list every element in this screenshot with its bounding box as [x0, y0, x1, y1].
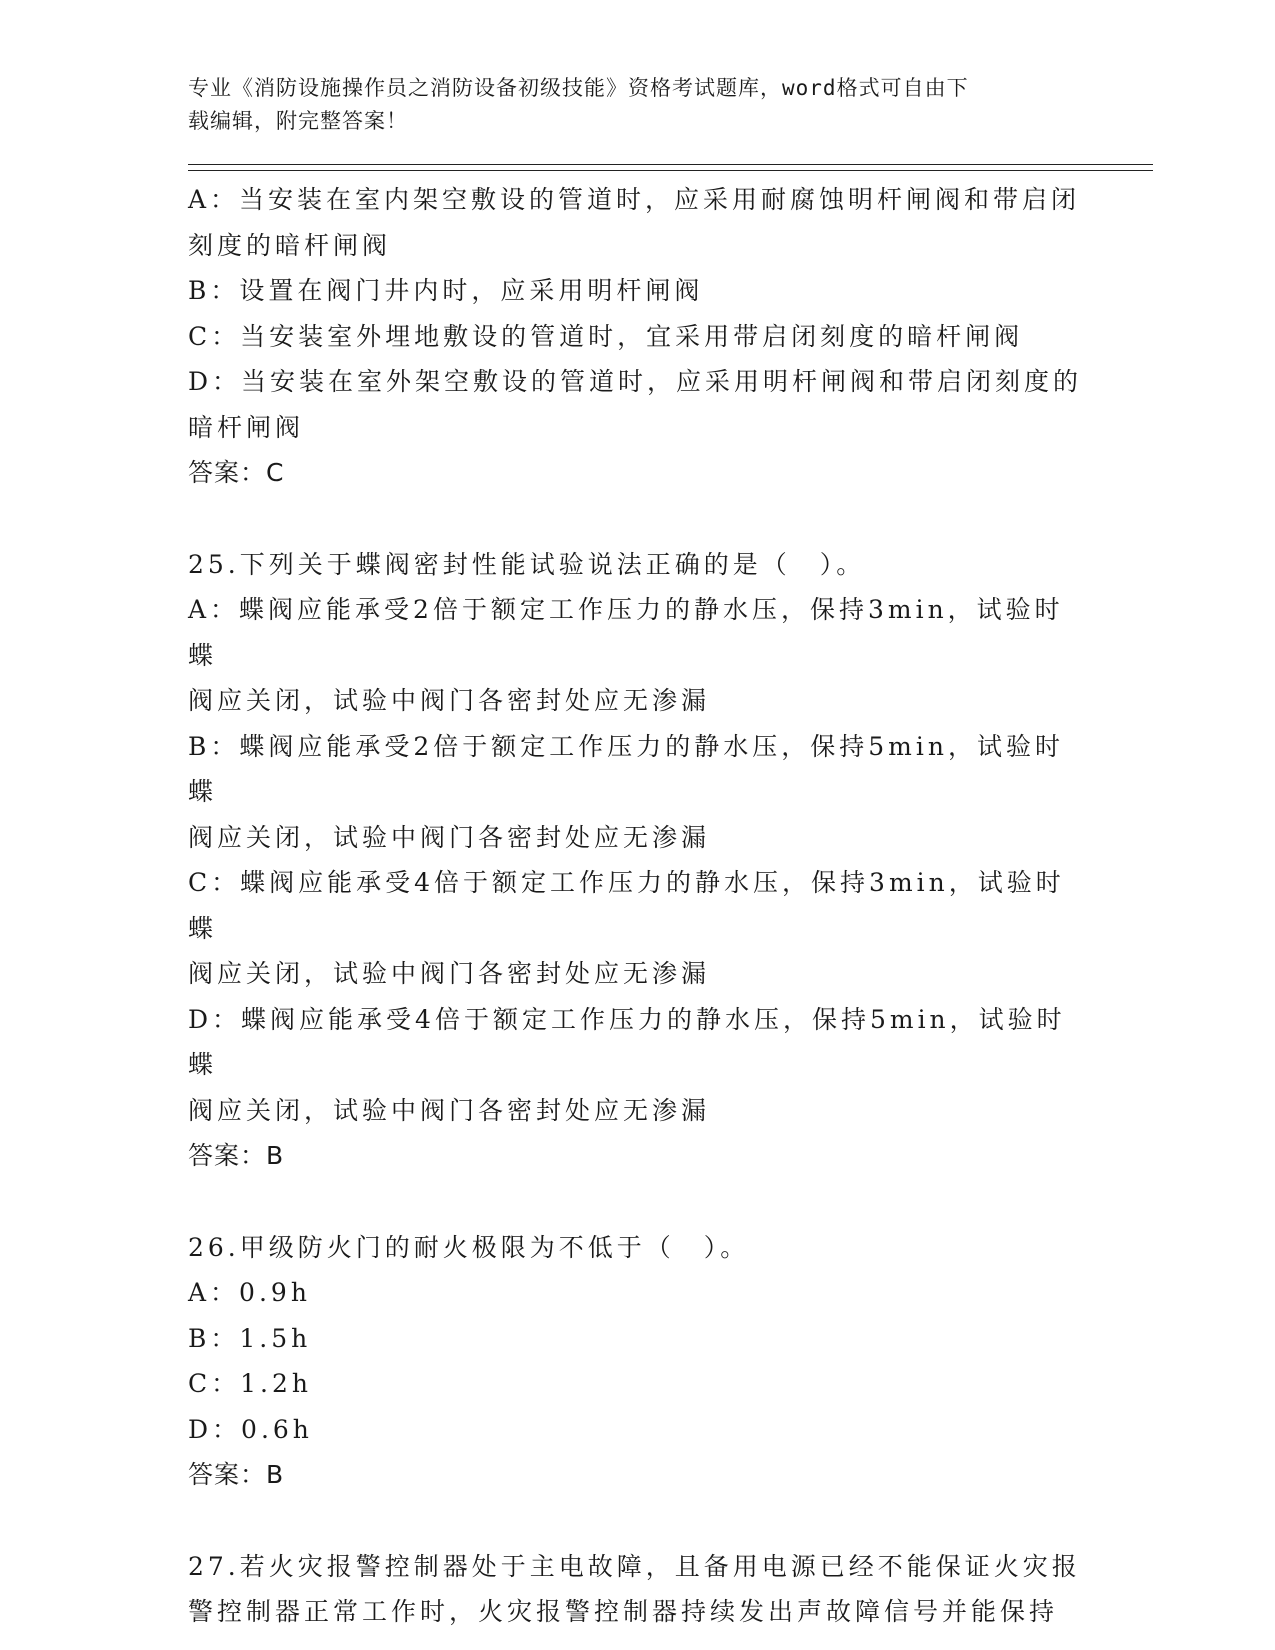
option-a: A：0.9h: [188, 1278, 311, 1307]
question-stem: 26.甲级防火门的耐火极限为不低于（ ）。: [188, 1232, 750, 1262]
header-line: 载编辑，附完整答案！: [188, 109, 408, 133]
option-d: D：0.6h: [188, 1414, 313, 1444]
option-a: A：当安装在室内架空敷设的管道时，应采用耐腐蚀明杆闸阀和带启闭: [188, 185, 1081, 214]
question-list: [188, 177, 1088, 1635]
document-page: [188, 72, 1153, 1635]
header-divider: [188, 164, 1153, 171]
answer: 答案：B: [188, 1141, 285, 1170]
option-c-continued: 阀应关闭，试验中阀门各密封处应无渗漏: [188, 959, 711, 988]
question-stem: 25.下列关于蝶阀密封性能试验说法正确的是（ ）。: [188, 549, 866, 579]
answer: 答案：C: [188, 458, 285, 487]
option-c: C：当安装室外埋地敷设的管道时，宜采用带启闭刻度的暗杆闸阀: [188, 321, 1024, 351]
option-c: C：1.2h: [188, 1369, 312, 1398]
option-b: B：设置在阀门井内时，应采用明杆闸阀: [188, 276, 704, 305]
option-c: C：蝶阀应能承受4倍于额定工作压力的静水压，保持3min，试验时蝶: [188, 868, 1065, 943]
option-a: A：蝶阀应能承受2倍于额定工作压力的静水压，保持3min，试验时蝶: [188, 595, 1064, 670]
question-27: [188, 1544, 1088, 1635]
option-b-continued: 阀应关闭，试验中阀门各密封处应无渗漏: [188, 822, 711, 852]
option-d: D：蝶阀应能承受4倍于额定工作压力的静水压，保持5min，试验时蝶: [188, 1004, 1066, 1079]
option-d-continued: 暗杆闸阀: [188, 412, 305, 442]
answer: 答案：B: [188, 1460, 285, 1489]
header-line: 专业《消防设施操作员之消防设备初级技能》资格考试题库，word格式可自由下: [188, 76, 969, 100]
option-d: D：当安装在室外架空敷设的管道时，应采用明杆闸阀和带启闭刻度的: [188, 367, 1083, 396]
question-stem-continued: 警控制器正常工作时，火灾报警控制器持续发出声故障信号并能保持: [188, 1597, 1059, 1626]
question-stem: 27.若火灾报警控制器处于主电故障，且备用电源已经不能保证火灾报: [188, 1551, 1081, 1581]
option-a-continued: 刻度的暗杆闸阀: [188, 230, 392, 260]
option-d-continued: 阀应关闭，试验中阀门各密封处应无渗漏: [188, 1095, 711, 1125]
document-header: [188, 72, 1153, 138]
spacer: [188, 1179, 1088, 1225]
option-b: B：蝶阀应能承受2倍于额定工作压力的静水压，保持5min，试验时蝶: [188, 731, 1064, 806]
question-25: [188, 542, 1088, 1179]
option-a-continued: 阀应关闭，试验中阀门各密封处应无渗漏: [188, 686, 711, 715]
option-b: B：1.5h: [188, 1323, 312, 1353]
question-24: [188, 177, 1088, 496]
spacer: [188, 1498, 1088, 1544]
spacer: [188, 496, 1088, 542]
question-26: [188, 1225, 1088, 1498]
